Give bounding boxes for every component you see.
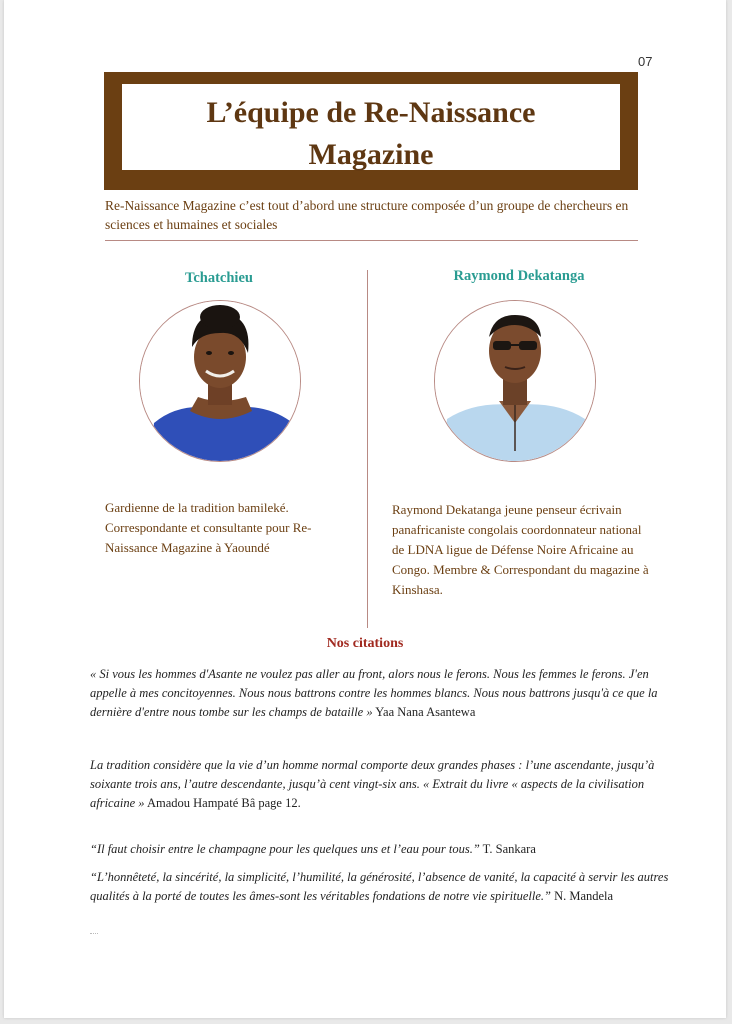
avatar-raymond-dekatanga (434, 300, 596, 462)
title-line-1: L’équipe de Re-Naissance (206, 96, 536, 129)
quote-mandela (90, 868, 680, 906)
magazine-page (4, 0, 726, 1018)
quote-author: N. Mandela (550, 889, 614, 903)
title-line-2: Magazine (308, 138, 434, 171)
page-number: 07 (638, 54, 653, 69)
footer-mark (90, 928, 98, 934)
intro-text: Re-Naissance Magazine c’est tout d’abord une structure composée d’un groupe de chercheurs en sciences et humaines et sociales (105, 198, 629, 232)
quote-author: T. Sankara (479, 842, 536, 856)
quote-text: “Il faut choisir entre le champagne pour les quelques uns et l’eau pour tous.” (90, 842, 480, 856)
title-frame-inner (122, 84, 620, 170)
avatar-tchatchieu (139, 300, 301, 462)
quotes-heading: Nos citations (326, 636, 404, 651)
quote-text: « Si vous les hommes d'Asante ne voulez pas aller au front, alors nous le ferons. Nous les femmes le ferons. J'en appelle à mes concitoyennes. Nous nous battrons contre les hommes blancs. Nous nous battrons jusqu'à ce que la dernière d'entre nous tombe sur les champs de bataille » (90, 667, 658, 719)
quote-sankara (90, 840, 680, 859)
portrait-woman-icon (140, 301, 300, 461)
title-frame (104, 72, 638, 190)
quote-text: “L’honnêteté, la sincérité, la simplicité, l’humilité, la générosité, l’absence de vanité, la capacité à servir les autres qualités à la porté de toutes les âmes-sont les véritables fondations de notre vie spirituelle.” (90, 870, 669, 903)
page-title (122, 92, 620, 176)
quote-text: La tradition considère que la vie d’un homme normal comporte deux grandes phases : l’une ascendante, jusqu’à soixante trois ans, l’autre descendante, jusqu’à cent vingt-six ans. « Extrait du livre « aspects de la civilisation africaine » (90, 758, 655, 810)
member-name-tchatchieu: Tchatchieu (185, 270, 253, 286)
quote-author: Yaa Nana Asantewa (372, 705, 476, 719)
intro-divider (105, 240, 638, 241)
quote-asantewa (90, 665, 680, 722)
member-name-raymond-dekatanga: Raymond Dekatanga (453, 268, 585, 284)
bio-tchatchieu: Gardienne de la tradition bamileké. Correspondante et consultante pour Re-Naissance Magazine à Yaoundé (105, 500, 312, 555)
quote-author: Amadou Hampaté Bâ page 12. (144, 796, 301, 810)
portrait-man-icon (435, 301, 595, 461)
quote-hampate-ba (90, 756, 680, 813)
members-divider (367, 270, 368, 628)
bio-raymond-dekatanga: Raymond Dekatanga jeune penseur écrivain panafricaniste congolais coordonnateur national de LDNA ligue de Défense Noire Africaine au Congo. Membre & Correspondant du magazine à Kinshasa. (392, 502, 649, 597)
